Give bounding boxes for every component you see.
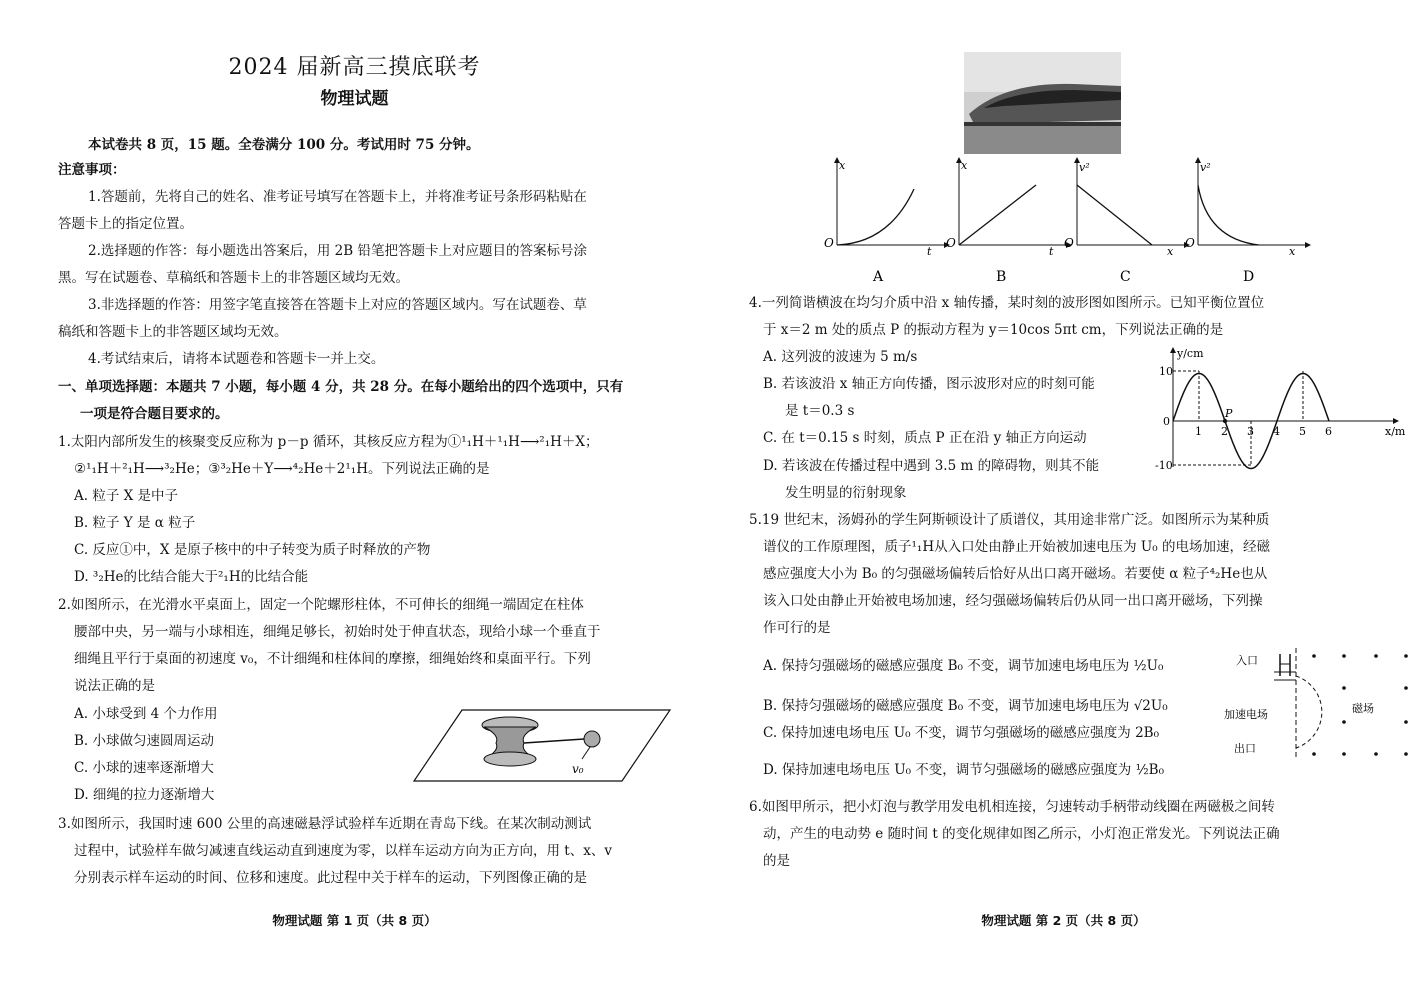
q5-stem: 5.19 世纪末，汤姆孙的学生阿斯顿设计了质谱仪，其用途非常广泛。如图所示为某种质 — [749, 512, 1270, 528]
notice-line: 1.答题前，先将自己的姓名、准考证号填写在答题卡上，并将准考证号条形码粘贴在 — [88, 189, 587, 205]
q3-stem: 过程中，试验样车做匀减速直线运动直到速度为零，以样车运动方向为正方向，用 t、x、v — [74, 843, 612, 859]
ylabel-c: v² — [1079, 161, 1090, 174]
bottom-disk — [484, 752, 536, 766]
q3-graphs — [809, 155, 1399, 287]
curve-d — [1198, 185, 1259, 245]
q6-stem: 动，产生的电动势 e 随时间 t 的变化规律如图乙所示，小灯泡正常发光。下列说法正确 — [763, 826, 1280, 842]
letter-d: D — [1243, 269, 1255, 285]
q4-stem: 4.一列简谐横波在均匀介质中沿 x 轴传播，某时刻的波形图如图所示。已知平衡位置位 — [749, 295, 1265, 311]
origin-d: O — [1185, 236, 1195, 250]
particle-path — [1296, 676, 1322, 748]
ball — [584, 731, 600, 747]
ylabel-d: v² — [1200, 161, 1211, 174]
maglev-train-photo — [964, 52, 1121, 154]
tick-label: 2 — [1221, 425, 1228, 438]
origin-b: O — [946, 236, 956, 250]
exit-label: 出口 — [1234, 742, 1256, 755]
notice-line: 黑。写在试题卷、草稿纸和答题卡上的非答题区域均无效。 — [58, 270, 409, 286]
page-2-footer: 物理试题 第 2 页（共 8 页） — [981, 913, 1146, 928]
line-c — [1077, 185, 1152, 245]
page-2 — [709, 0, 1418, 983]
notice-line: 2.选择题的作答：每小题选出答案后，用 2B 铅笔把答题卡上对应题目的答案标号涂 — [88, 243, 587, 259]
graph-a — [824, 157, 950, 285]
ymin-label: -10 — [1155, 459, 1173, 472]
letter-c: C — [1120, 269, 1131, 285]
exam-subtitle: 物理试题 — [320, 89, 389, 109]
q3-stem: 分别表示样车运动的时间、位移和速度。此过程中关于样车的运动，下列图像正确的是 — [74, 870, 587, 886]
ymax-label: 10 — [1159, 365, 1173, 378]
section-heading: 一项是符合题目要求的。 — [80, 406, 229, 422]
xlabel-d: x — [1289, 245, 1296, 258]
entrance-label: 入口 — [1236, 654, 1258, 667]
q1-option-d: D. ³₂He的比结合能大于²₁H的比结合能 — [74, 569, 309, 585]
tick-label: 3 — [1247, 425, 1254, 438]
q5-stem: 作可行的是 — [763, 620, 831, 636]
q5-option-b: B. 保持匀强磁场的磁感应强度 B₀ 不变，调节加速电场电压为 √2U₀ — [763, 698, 1168, 714]
exam-intro: 本试卷共 8 页，15 题。全卷满分 100 分。考试用时 75 分钟。 — [88, 137, 480, 153]
wave-xlabel: x/m — [1385, 425, 1406, 438]
q1-option-b: B. 粒子 Y 是 α 粒子 — [74, 515, 196, 531]
section-heading: 一、单项选择题：本题共 7 小题，每小题 4 分，共 28 分。在每小题给出的四个选项中，只有 — [58, 379, 624, 395]
curve-a — [837, 189, 914, 245]
velocity-arrow — [582, 747, 590, 759]
q4-option-d: D. 若该波在传播过程中遇到 3.5 m 的障碍物，则其不能 — [763, 458, 1100, 474]
q4-option-b-cont: 是 t＝0.3 s — [785, 403, 855, 419]
q4-stem: 于 x＝2 m 处的质点 P 的振动方程为 y＝10cos 5πt cm，下列说法正确的是 — [763, 322, 1224, 338]
q2-figure — [412, 705, 674, 785]
q5-option-a: A. 保持匀强磁场的磁感应强度 B₀ 不变，调节加速电场电压为 ½U₀ — [763, 658, 1164, 674]
tick-label: 1 — [1195, 425, 1202, 438]
q2-option-c: C. 小球的速率逐渐增大 — [74, 760, 214, 776]
q1-stem: ②¹₁H＋²₁H⟶³₂He；③³₂He＋Y⟶⁴₂He＋2¹₁H。下列说法正确的是 — [74, 461, 490, 477]
q3-stem: 3.如图所示，我国时速 600 公里的高速磁悬浮试验样车近期在青岛下线。在某次制动测试 — [58, 816, 592, 832]
notice-line: 答题卡上的指定位置。 — [58, 216, 193, 232]
q2-option-a: A. 小球受到 4 个力作用 — [74, 706, 218, 722]
zero-label: 0 — [1163, 415, 1170, 428]
q4-option-d-cont: 发生明显的衍射现象 — [785, 485, 907, 501]
q1-option-c: C. 反应①中，X 是原子核中的中子转变为质子时释放的产物 — [74, 542, 431, 558]
velocity-label: v₀ — [572, 762, 584, 776]
q1-stem: 1.太阳内部所发生的核聚变反应称为 p－p 循环，其核反应方程为①¹₁H＋¹₁H⟶²₁H＋X； — [58, 434, 599, 450]
xlabel-c: x — [1167, 245, 1174, 258]
notice-line: 4.考试结束后，请将本试题卷和答题卡一并上交。 — [88, 351, 385, 367]
tick-label: 5 — [1299, 425, 1306, 438]
string — [524, 739, 584, 743]
table-surface — [414, 710, 670, 781]
q1-option-a: A. 粒子 X 是中子 — [74, 488, 179, 504]
q5-stem: 谱仪的工作原理图，质子¹₁H从入口处由静止开始被加速电压为 U₀ 的电场加速，经磁 — [763, 539, 1270, 555]
q5-option-c: C. 保持加速电场电压 U₀ 不变，调节匀强磁场的磁感应强度为 2B₀ — [763, 725, 1160, 741]
notice-line: 3.非选择题的作答：用签字笔直接答在答题卡上对应的答题区域内。写在试题卷、草 — [88, 297, 587, 313]
q6-stem: 6.如图甲所示，把小灯泡与教学用发电机相连接，匀速转动手柄带动线圈在两磁极之间转 — [749, 799, 1275, 815]
field-label: 加速电场 — [1224, 708, 1268, 721]
origin-c: O — [1064, 236, 1074, 250]
q5-stem: 感应强度大小为 B₀ 的匀强磁场偏转后恰好从出口离开磁场。若要使 α 粒子⁴₂He也从 — [763, 566, 1268, 582]
q4-option-a: A. 这列波的波速为 5 m/s — [763, 349, 918, 365]
letter-b: B — [996, 269, 1007, 285]
notice-heading: 注意事项： — [58, 162, 126, 178]
wave-ylabel: y/cm — [1177, 347, 1204, 360]
line-b — [959, 185, 1036, 245]
q2-stem: 腰部中央，另一端与小球相连，细绳足够长，初始时处于伸直状态，现给小球一个垂直于 — [74, 624, 601, 640]
magnetic-label: 磁场 — [1352, 702, 1374, 715]
q2-stem: 说法正确的是 — [74, 678, 155, 694]
q2-stem: 2.如图所示，在光滑水平桌面上，固定一个陀螺形柱体，不可伸长的细绳一端固定在柱体 — [58, 597, 584, 613]
exam-title: 2024 届新高三摸底联考 — [228, 55, 481, 80]
q5-stem: 该入口处由静止开始被电场加速，经匀强磁场偏转后仍从同一出口离开磁场，下列操 — [763, 593, 1263, 609]
notice-line: 稿纸和答题卡上的非答题区域均无效。 — [58, 324, 288, 340]
q4-option-c: C. 在 t＝0.15 s 时刻，质点 P 正在沿 y 轴正方向运动 — [763, 430, 1087, 446]
ylabel-b: x — [961, 159, 968, 172]
xlabel-b: t — [1049, 245, 1054, 258]
graph-c — [1064, 157, 1190, 285]
tick-label: 4 — [1273, 425, 1280, 438]
q2-option-d: D. 细绳的拉力逐渐增大 — [74, 787, 215, 803]
graph-b — [946, 157, 1072, 285]
p-label: P — [1225, 407, 1233, 420]
letter-a: A — [873, 269, 884, 285]
tick-label: 6 — [1325, 425, 1332, 438]
q4-option-b: B. 若该波沿 x 轴正方向传播，图示波形对应的时刻可能 — [763, 376, 1095, 392]
page-1-footer: 物理试题 第 1 页（共 8 页） — [272, 913, 437, 928]
q5-option-d: D. 保持加速电场电压 U₀ 不变，调节匀强磁场的磁感应强度为 ½B₀ — [763, 762, 1165, 778]
q6-stem: 的是 — [763, 853, 790, 869]
ylabel-a: x — [839, 159, 846, 172]
xlabel-a: t — [927, 245, 932, 258]
q2-option-b: B. 小球做匀速圆周运动 — [74, 733, 215, 749]
q4-wave-graph — [1155, 345, 1416, 473]
origin-a: O — [824, 236, 834, 250]
graph-d — [1185, 157, 1311, 285]
q2-stem: 细绳且平行于桌面的初速度 v₀，不计细绳和柱体间的摩擦，细绳始终和桌面平行。下列 — [74, 651, 591, 667]
q5-spectrometer-figure — [1224, 648, 1414, 760]
